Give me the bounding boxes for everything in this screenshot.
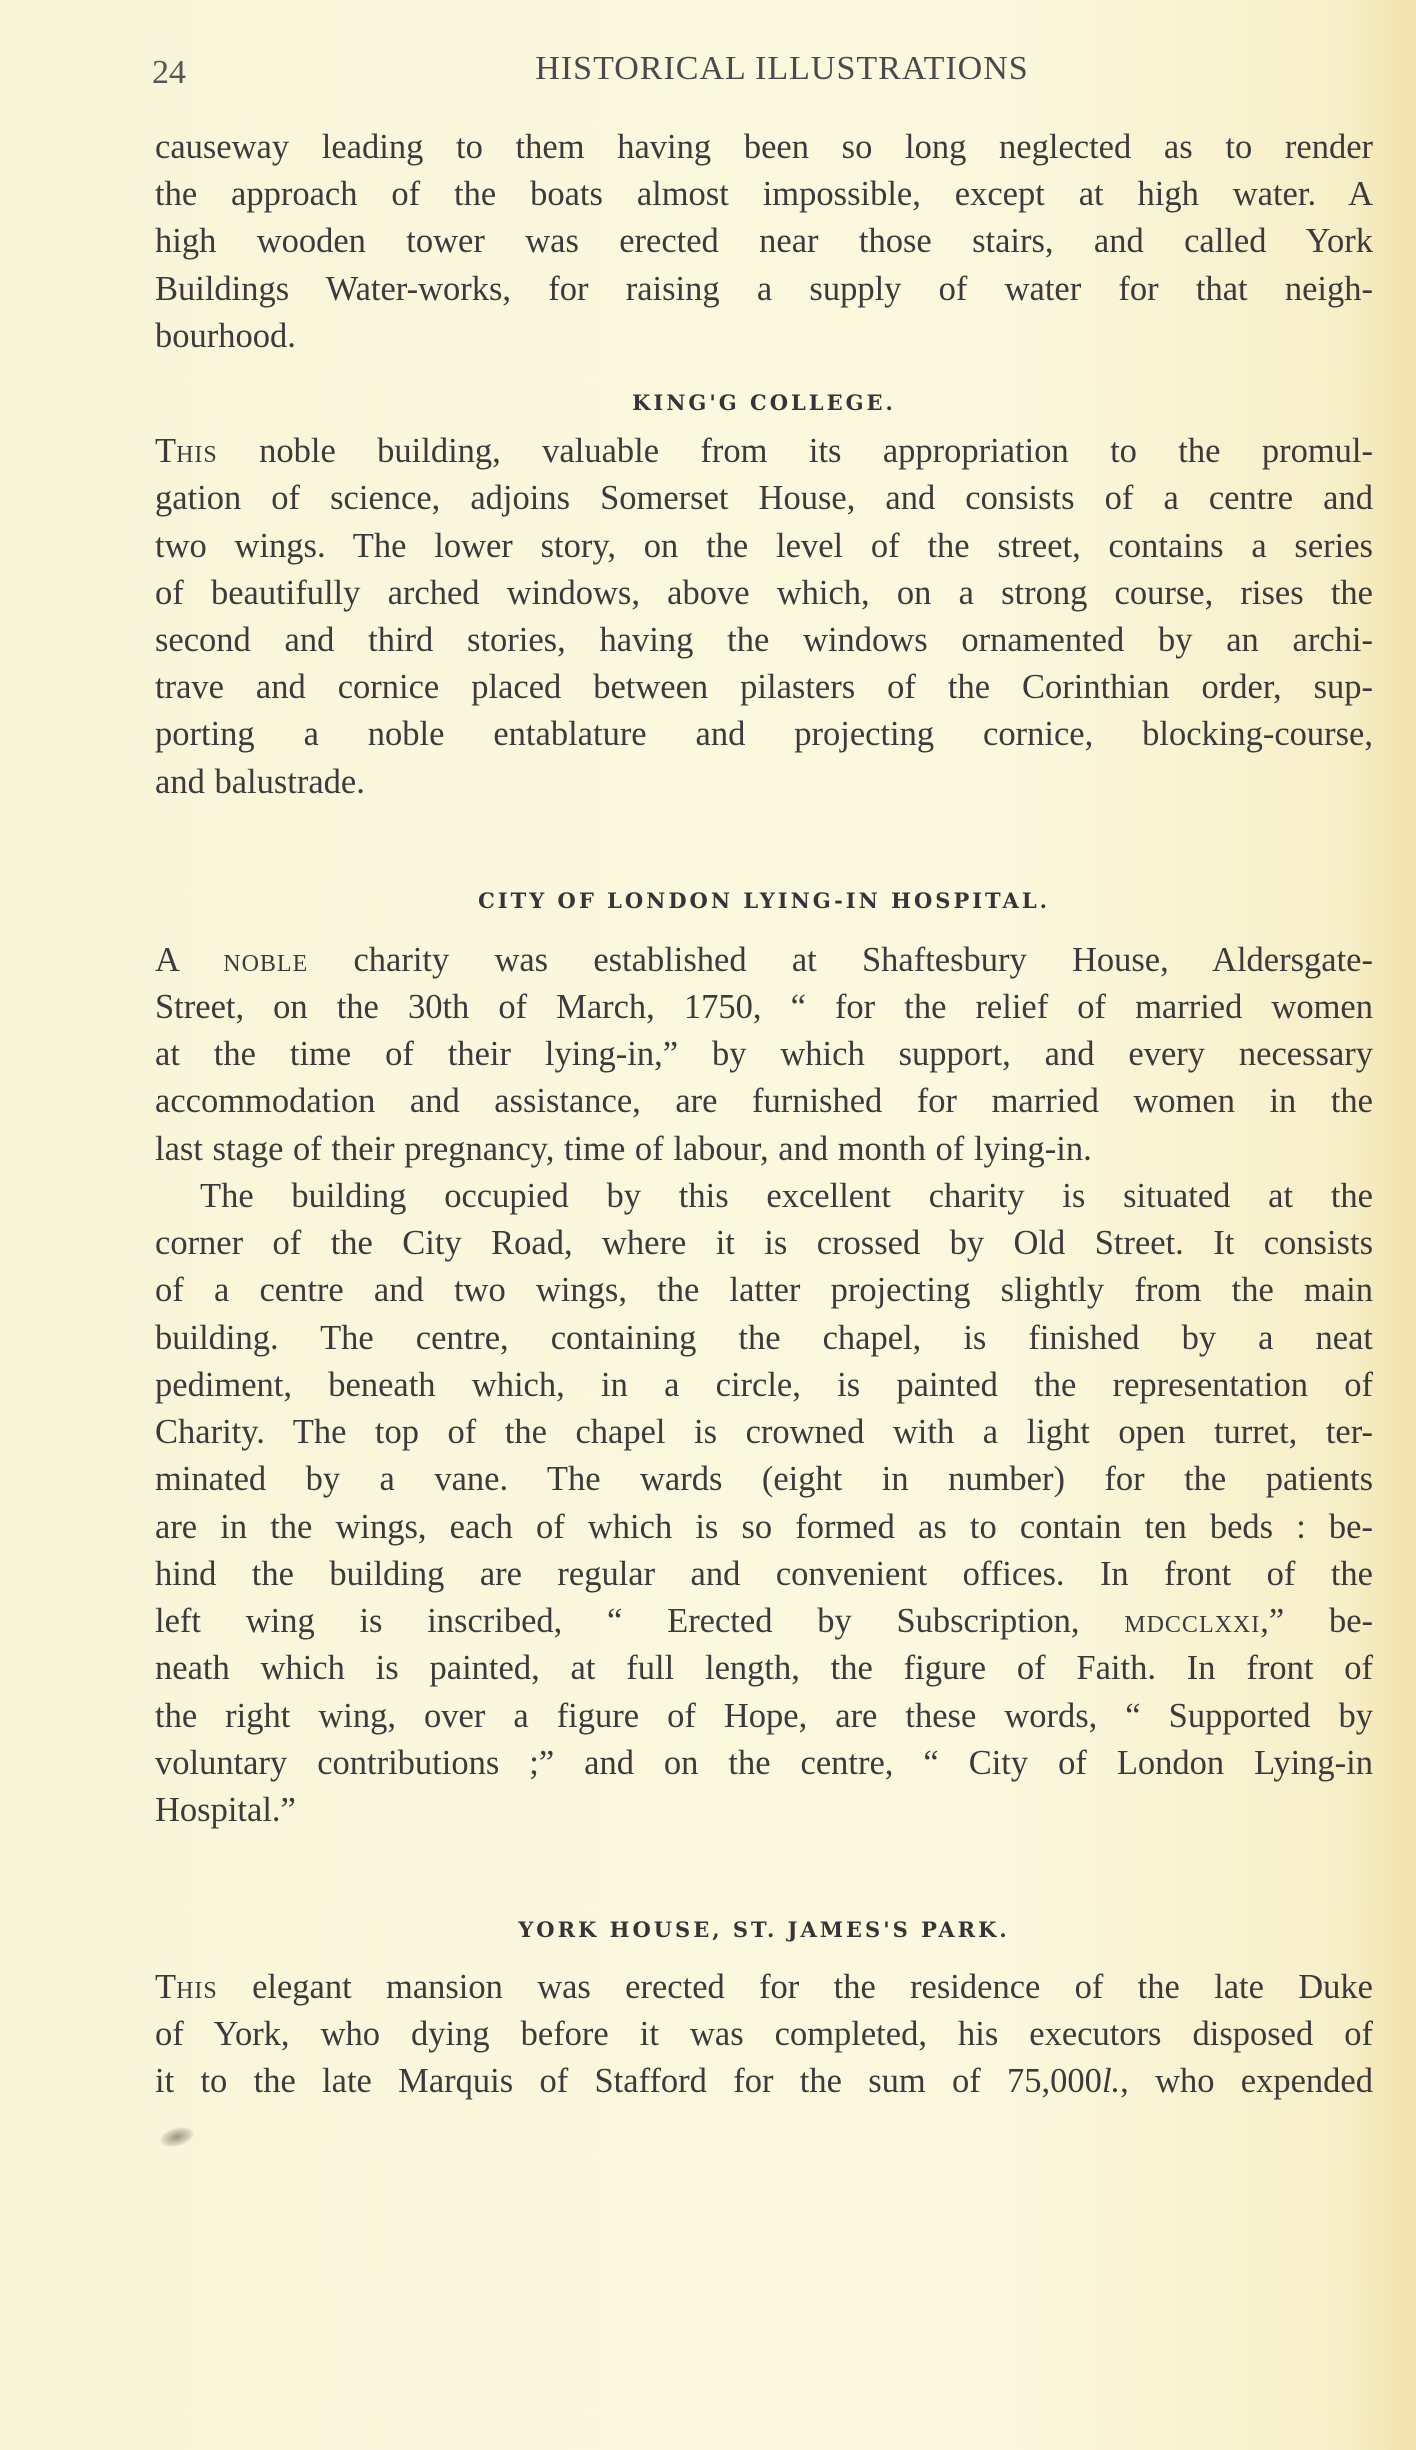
small-caps-word: his bbox=[176, 432, 218, 470]
drop-cap: T bbox=[155, 432, 177, 470]
text-line: Street, on the 30th of March, 1750, “ for the relief of married women bbox=[155, 988, 1373, 1026]
text-run: ,” be- bbox=[1260, 1602, 1374, 1640]
text-line: hind the building are regular and convenient offices. In front of the bbox=[155, 1555, 1373, 1593]
text-line: trave and cornice placed between pilasters of the Corinthian order, sup- bbox=[155, 668, 1373, 706]
text-line: building. The centre, containing the chapel, is finished by a neat bbox=[155, 1319, 1373, 1357]
text-line: of beautifully arched windows, above which, on a strong course, rises the bbox=[155, 574, 1373, 612]
text-line: accommodation and assistance, are furnished for married women in the bbox=[155, 1082, 1373, 1120]
text-line: second and third stories, having the windows ornamented by an archi- bbox=[155, 621, 1373, 659]
text-line: Hospital.” bbox=[155, 1791, 296, 1829]
text-run: it to the late Marquis of Stafford for the sum of 75,000 bbox=[155, 2062, 1102, 2100]
text-line: two wings. The lower story, on the level of the street, contains a series bbox=[155, 527, 1373, 565]
ink-blot bbox=[158, 2124, 196, 2150]
text-line: The building occupied by this excellent charity is situated at the bbox=[200, 1177, 1373, 1215]
small-caps-word: his bbox=[176, 1968, 218, 2006]
text-run: noble building, valuable from its appropriation to the promul- bbox=[217, 432, 1373, 470]
text-line: gation of science, adjoins Somerset House, and consists of a centre and bbox=[155, 479, 1373, 517]
text-line: causeway leading to them having been so long neglected as to render bbox=[155, 128, 1373, 166]
text-line: high wooden tower was erected near those stairs, and called York bbox=[155, 222, 1373, 260]
text-line: minated by a vane. The wards (eight in number) for the patients bbox=[155, 1460, 1373, 1498]
running-title: HISTORICAL ILLUSTRATIONS bbox=[535, 50, 1029, 87]
page-header bbox=[152, 50, 1372, 94]
text-line bbox=[155, 2058, 1373, 2104]
drop-cap: A bbox=[155, 941, 224, 979]
text-line: and balustrade. bbox=[155, 763, 365, 801]
text-line: of York, who dying before it was completed, his executors disposed of bbox=[155, 2015, 1373, 2053]
text-line: Charity. The top of the chapel is crowned with a light open turret, ter- bbox=[155, 1413, 1373, 1451]
text-line: porting a noble entablature and projecting cornice, blocking-course, bbox=[155, 715, 1373, 753]
text-line: last stage of their pregnancy, time of labour, and month of lying-in. bbox=[155, 1130, 1092, 1168]
page-number: 24 bbox=[152, 54, 186, 91]
small-caps-word: noble bbox=[223, 941, 309, 979]
roman-numeral-date: mdcclxxi bbox=[1124, 1602, 1261, 1640]
text-run: left wing is inscribed, “ Erected by Subscription, bbox=[155, 1602, 1125, 1640]
text-line: voluntary contributions ;” and on the centre, “ City of London Lying-in bbox=[155, 1744, 1373, 1782]
section-heading-lying-in-hospital: CITY OF LONDON LYING-IN HOSPITAL. bbox=[478, 888, 1050, 913]
text-line bbox=[155, 1964, 1373, 2010]
text-line: Buildings Water-works, for raising a supply of water for that neigh- bbox=[155, 270, 1373, 308]
text-line: the right wing, over a figure of Hope, are these words, “ Supported by bbox=[155, 1697, 1373, 1735]
drop-cap: T bbox=[155, 1968, 177, 2006]
text-run: charity was established at Shaftesbury House, Aldersgate- bbox=[308, 941, 1373, 979]
text-line: neath which is painted, at full length, the figure of Faith. In front of bbox=[155, 1649, 1373, 1687]
text-line: at the time of their lying-in,” by which support, and every necessary bbox=[155, 1035, 1373, 1073]
text-run: elegant mansion was erected for the residence of the late Duke bbox=[217, 1968, 1373, 2006]
text-line: corner of the City Road, where it is crossed by Old Street. It consists bbox=[155, 1224, 1373, 1262]
text-line: pediment, beneath which, in a circle, is painted the representation of bbox=[155, 1366, 1373, 1404]
text-line bbox=[155, 428, 1373, 474]
section-heading-york-house: YORK HOUSE, ST. JAMES'S PARK. bbox=[518, 1917, 1010, 1942]
text-line: bourhood. bbox=[155, 317, 296, 355]
text-line: are in the wings, each of which is so formed as to contain ten beds : be- bbox=[155, 1508, 1373, 1546]
pound-abbrev: l. bbox=[1101, 2062, 1121, 2100]
text-line bbox=[155, 1598, 1373, 1644]
text-line: of a centre and two wings, the latter projecting slightly from the main bbox=[155, 1271, 1373, 1309]
text-line bbox=[155, 937, 1373, 983]
text-run: , who expended bbox=[1120, 2062, 1373, 2100]
section-heading-kings-college: KING'G COLLEGE. bbox=[632, 390, 896, 415]
text-line: the approach of the boats almost impossible, except at high water. A bbox=[155, 175, 1373, 213]
